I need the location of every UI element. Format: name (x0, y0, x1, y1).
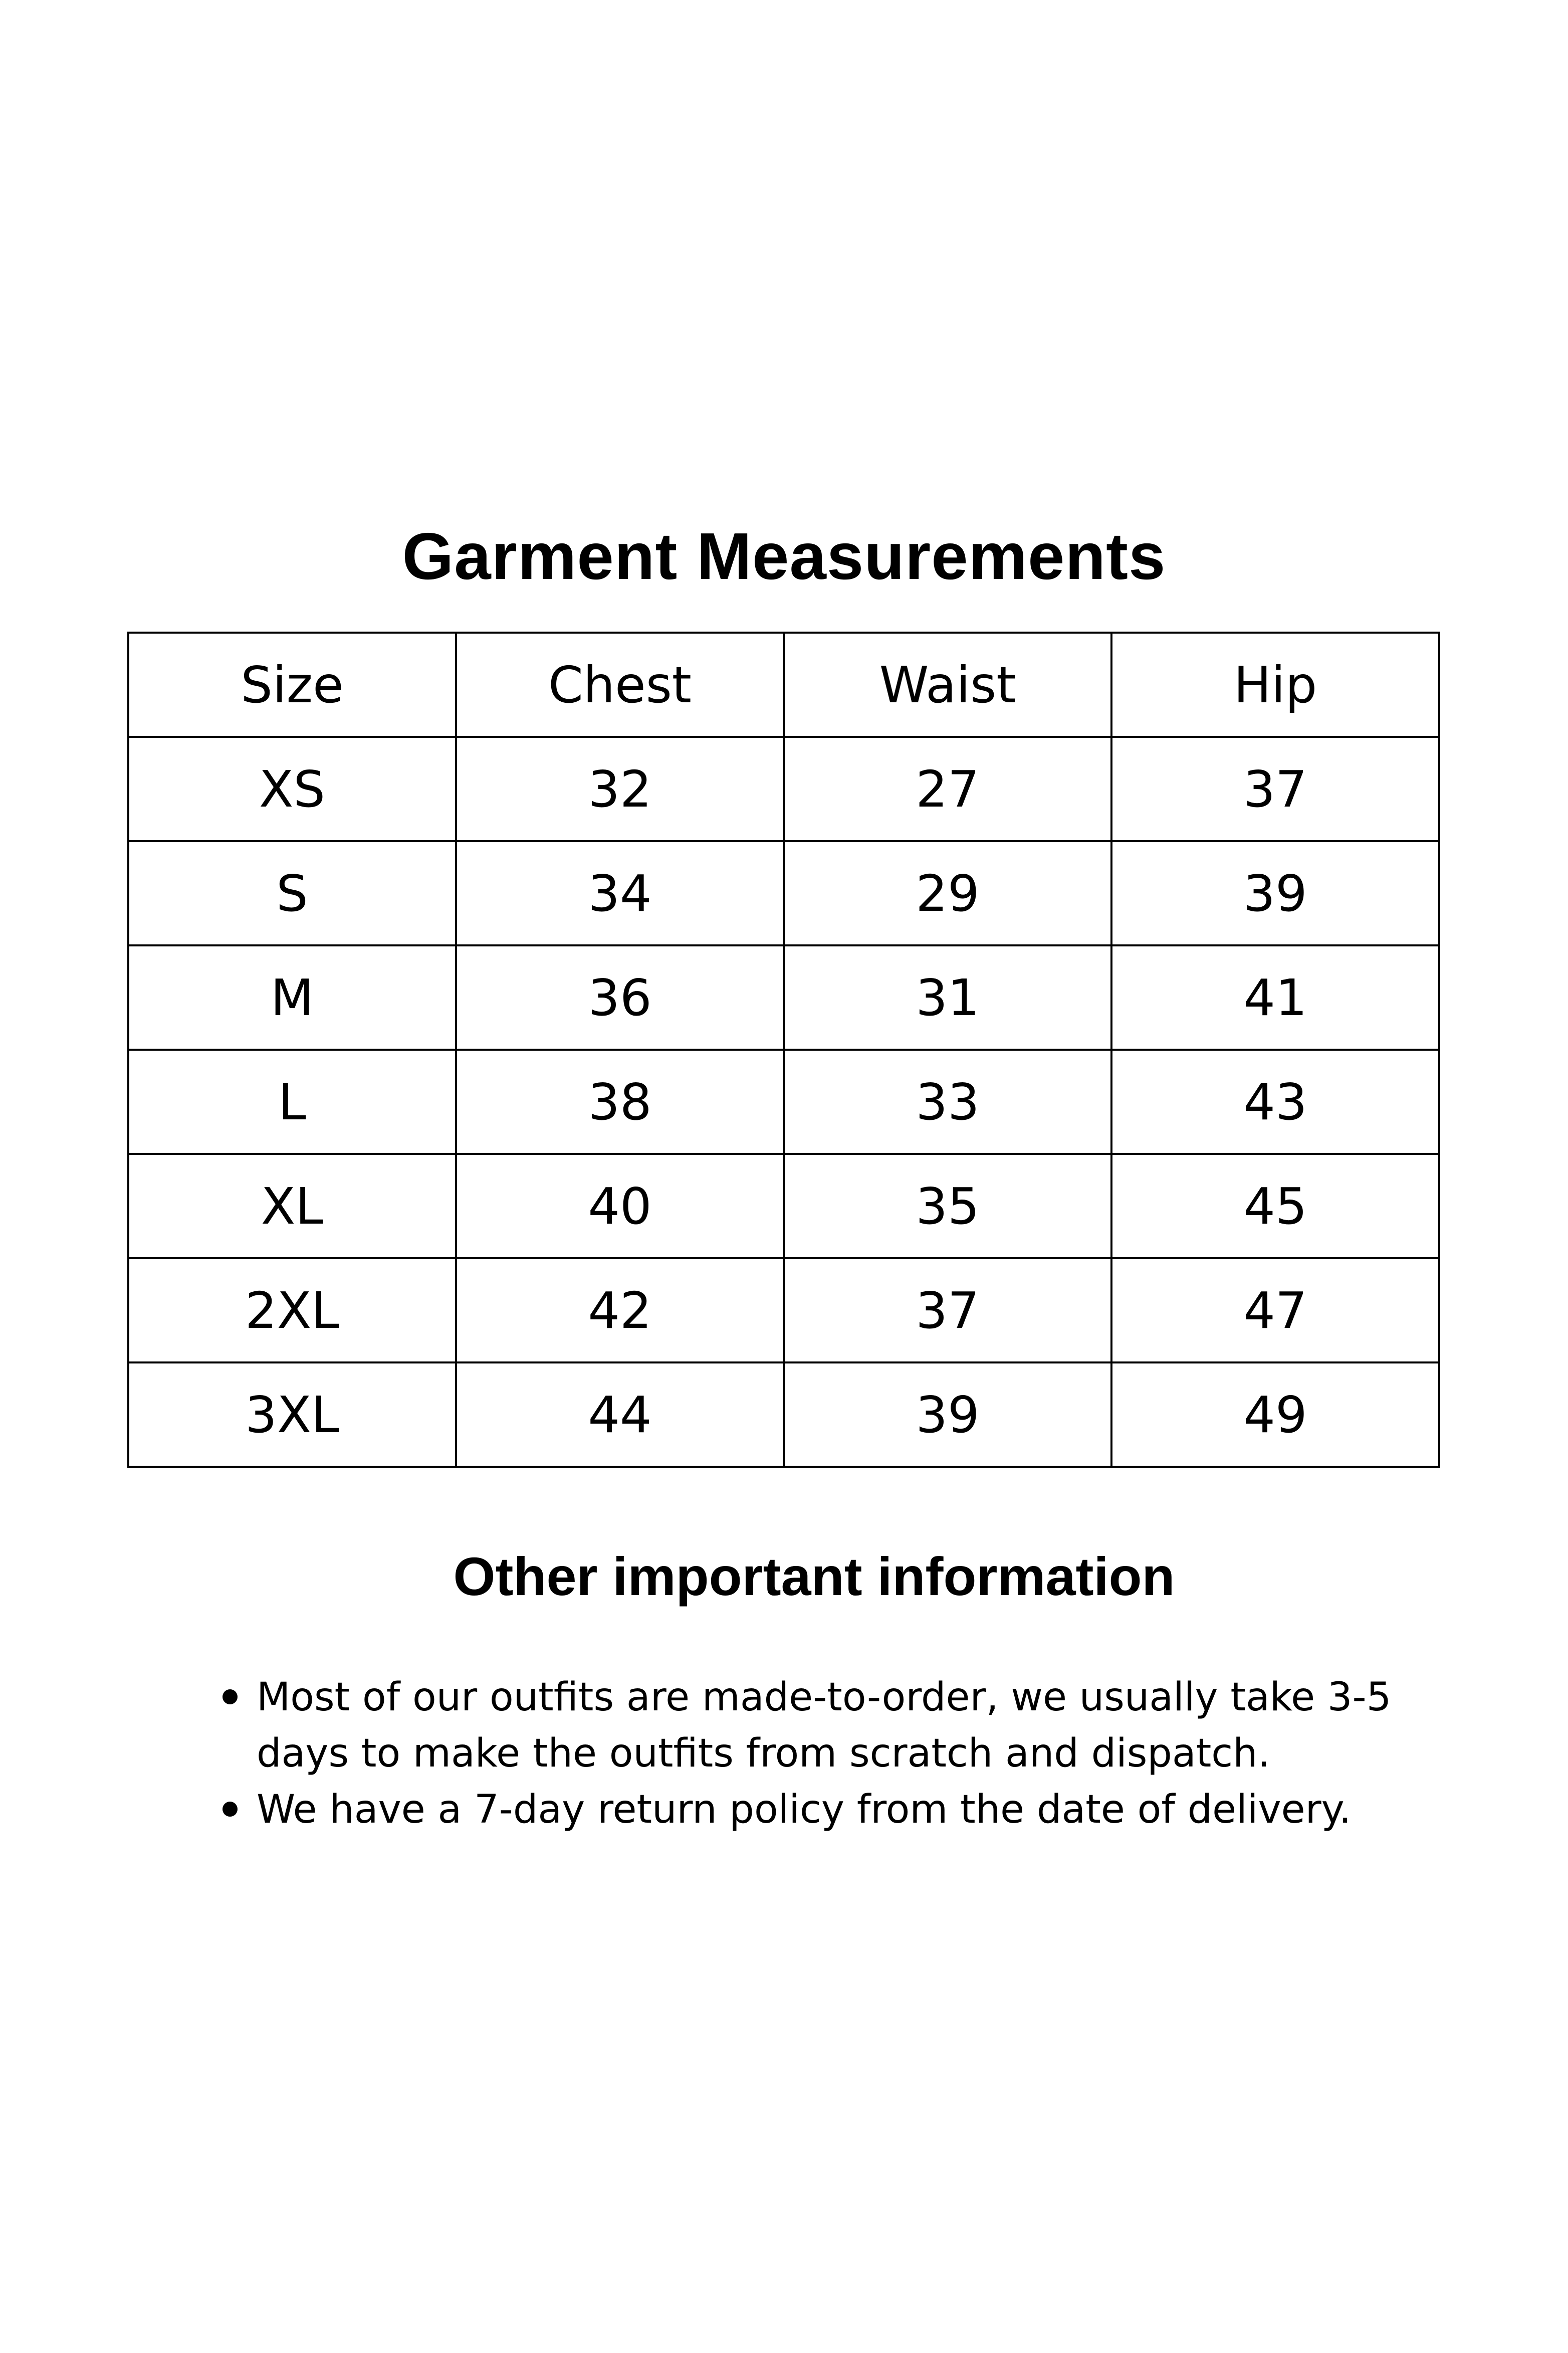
table-row (128, 1258, 1439, 1362)
table-row (128, 1154, 1439, 1258)
column-header-waist: Waist (784, 633, 1111, 737)
list-item (220, 1669, 1413, 1782)
waist-cell: 31 (784, 945, 1111, 1050)
measurement-table (127, 632, 1440, 1468)
header-row (128, 633, 1439, 737)
size-cell: XS (128, 737, 456, 841)
chest-cell: 32 (456, 737, 784, 841)
waist-cell: 27 (784, 737, 1111, 841)
column-header-size: Size (128, 633, 456, 737)
table-row (128, 1362, 1439, 1467)
hip-cell: 39 (1111, 841, 1439, 945)
bullet-icon (222, 1802, 238, 1817)
hip-cell: 43 (1111, 1050, 1439, 1154)
page-title: Garment Measurements (402, 519, 1166, 593)
column-header-chest: Chest (456, 633, 784, 737)
chest-cell: 36 (456, 945, 784, 1050)
section-title: Other important information (453, 1546, 1175, 1607)
chest-cell: 44 (456, 1362, 784, 1467)
hip-cell: 41 (1111, 945, 1439, 1050)
info-list (220, 1669, 1413, 1838)
size-cell: L (128, 1050, 456, 1154)
hip-cell: 37 (1111, 737, 1439, 841)
list-item-text: Most of our outfits are made-to-order, we usually take 3-5 days to make the outfits from scratch and dispatch. (257, 1675, 1392, 1776)
chest-cell: 34 (456, 841, 784, 945)
hip-cell: 45 (1111, 1154, 1439, 1258)
column-header-hip: Hip (1111, 633, 1439, 737)
bullet-icon (222, 1689, 238, 1704)
table-row (128, 841, 1439, 945)
list-item-text: We have a 7-day return policy from the date of delivery. (257, 1787, 1352, 1832)
chest-cell: 40 (456, 1154, 784, 1258)
waist-cell: 37 (784, 1258, 1111, 1362)
size-cell: M (128, 945, 456, 1050)
table-row (128, 737, 1439, 841)
size-cell: 3XL (128, 1362, 456, 1467)
hip-cell: 49 (1111, 1362, 1439, 1467)
size-cell: 2XL (128, 1258, 456, 1362)
hip-cell: 47 (1111, 1258, 1439, 1362)
size-cell: S (128, 841, 456, 945)
table-body (128, 737, 1439, 1467)
waist-cell: 39 (784, 1362, 1111, 1467)
size-cell: XL (128, 1154, 456, 1258)
chest-cell: 38 (456, 1050, 784, 1154)
table-header (128, 633, 1439, 737)
table-row (128, 1050, 1439, 1154)
waist-cell: 35 (784, 1154, 1111, 1258)
waist-cell: 29 (784, 841, 1111, 945)
chest-cell: 42 (456, 1258, 784, 1362)
list-item (220, 1782, 1413, 1838)
table-row (128, 945, 1439, 1050)
waist-cell: 33 (784, 1050, 1111, 1154)
